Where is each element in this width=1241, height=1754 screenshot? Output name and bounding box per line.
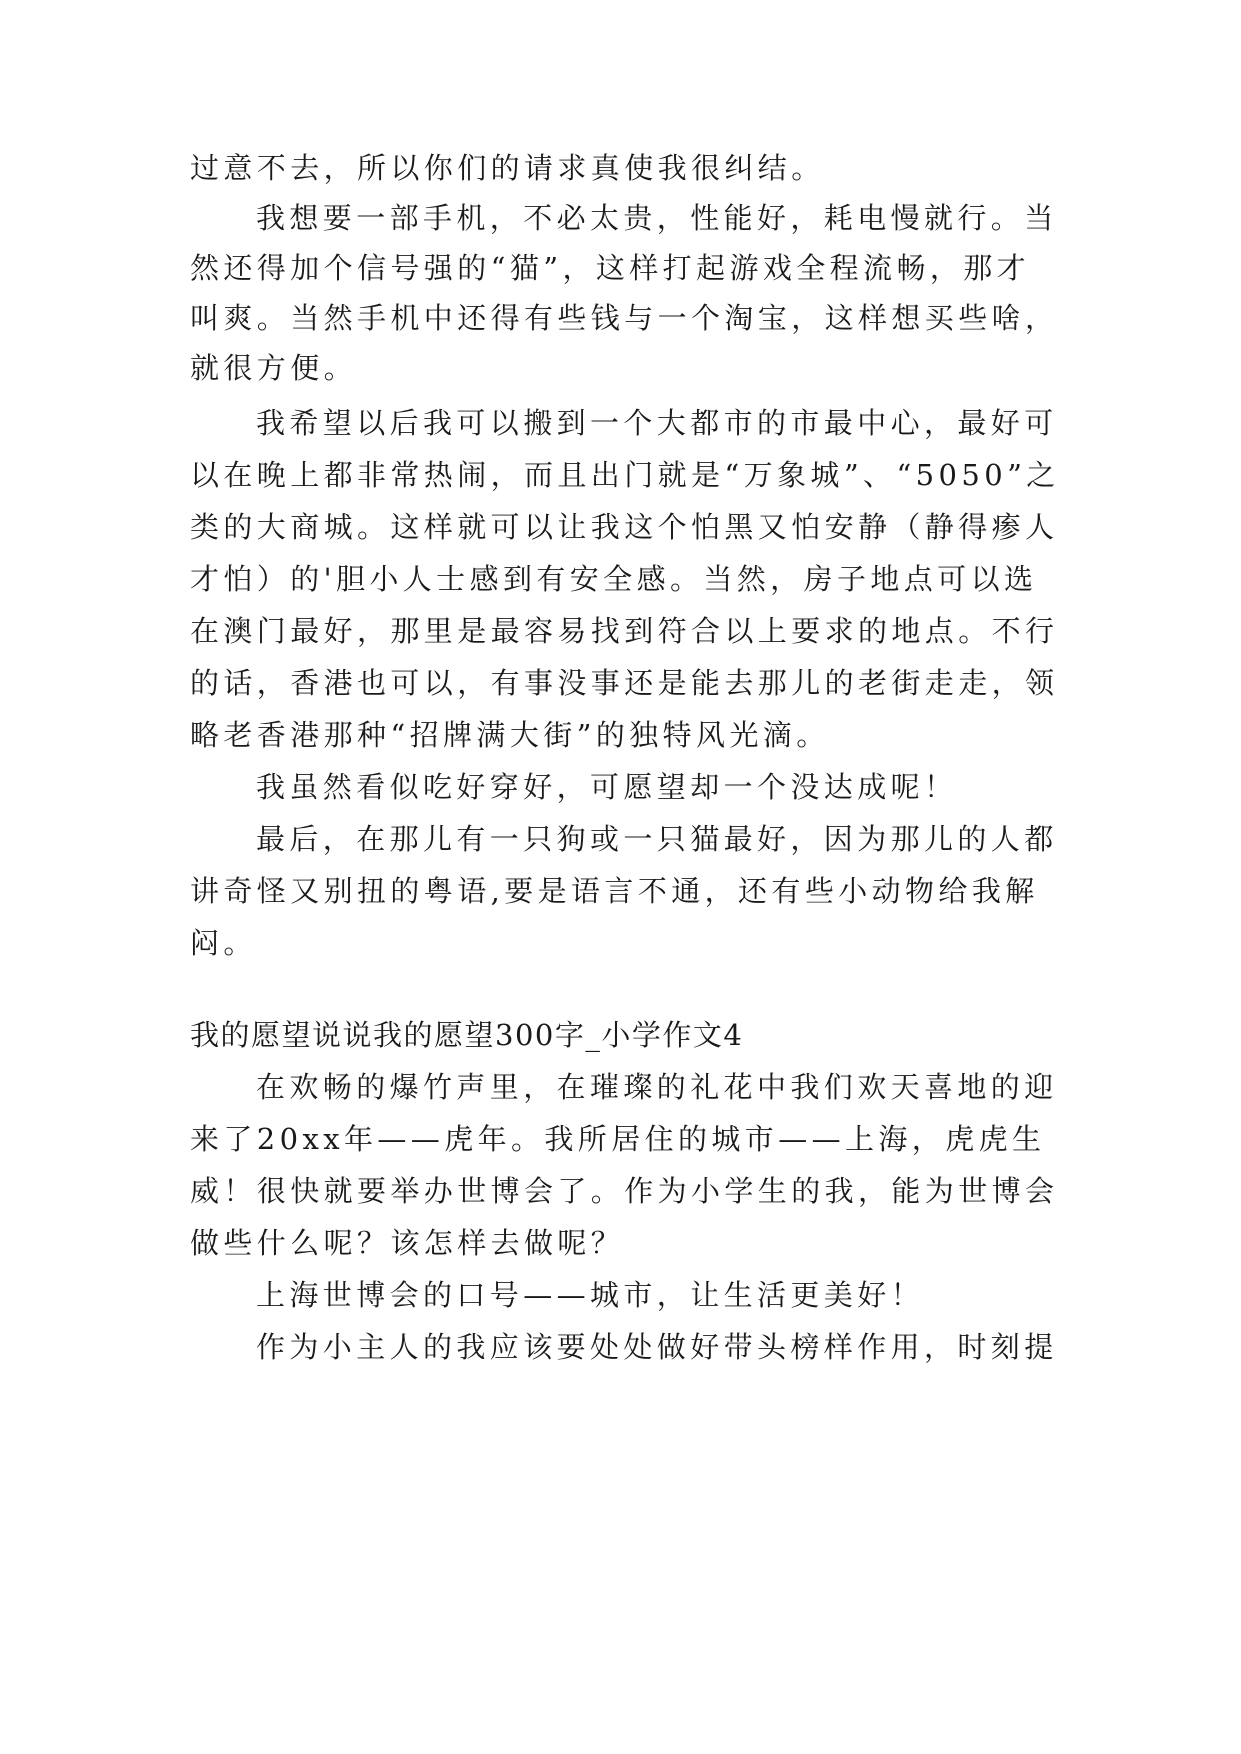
paragraph-line: 在欢畅的爆竹声里，在璀璨的礼花中我们欢天喜地的迎 [256, 1070, 1058, 1104]
paragraph-line: 就很方便。 [190, 351, 358, 385]
paragraph-line: 最后，在那儿有一只狗或一只猫最好，因为那儿的人都 [256, 822, 1058, 856]
paragraph-line: 来了20xx年——虎年。我所居住的城市——上海，虎虎生 [190, 1122, 1046, 1156]
paragraph-line: 过意不去，所以你们的请求真使我很纠结。 [190, 151, 825, 185]
paragraph-line: 威！很快就要举办世博会了。作为小学生的我，能为世博会 [190, 1174, 1059, 1208]
paragraph-line: 略老香港那种“招牌满大街”的独特风光滴。 [190, 718, 830, 752]
paragraph-line: 我虽然看似吃好穿好，可愿望却一个没达成呢！ [256, 770, 958, 804]
paragraph-line: 才怕）的'胆小人士感到有安全感。当然，房子地点可以选 [190, 562, 1038, 596]
paragraph-line: 在澳门最好，那里是最容易找到符合以上要求的地点。不行 [190, 614, 1059, 648]
paragraph-line: 我想要一部手机，不必太贵，性能好，耗电慢就行。当 [256, 201, 1058, 235]
paragraph-line: 的话，香港也可以，有事没事还是能去那儿的老街走走，领 [190, 666, 1059, 700]
paragraph-line: 讲奇怪又别扭的粤语,要是语言不通，还有些小动物给我解 [190, 874, 1039, 908]
paragraph-line: 类的大商城。这样就可以让我这个怕黑又怕安静（静得瘆人 [190, 510, 1059, 544]
paragraph-line: 叫爽。当然手机中还得有些钱与一个淘宝，这样想买些啥， [190, 301, 1059, 335]
paragraph-line: 做些什么呢？该怎样去做呢？ [190, 1226, 625, 1260]
section-heading: 我的愿望说说我的愿望300字_小学作文4 [190, 1018, 744, 1052]
paragraph-line: 上海世博会的口号——城市，让生活更美好！ [256, 1278, 925, 1312]
paragraph-line: 闷。 [190, 926, 257, 960]
paragraph-line: 作为小主人的我应该要处处做好带头榜样作用，时刻提 [256, 1330, 1058, 1364]
paragraph-line: 以在晚上都非常热闹，而且出门就是“万象城”、“5050”之 [190, 458, 1060, 492]
paragraph-line: 然还得加个信号强的“猫”，这样打起游戏全程流畅，那才 [190, 251, 1031, 285]
paragraph-line: 我希望以后我可以搬到一个大都市的市最中心，最好可 [256, 406, 1058, 440]
